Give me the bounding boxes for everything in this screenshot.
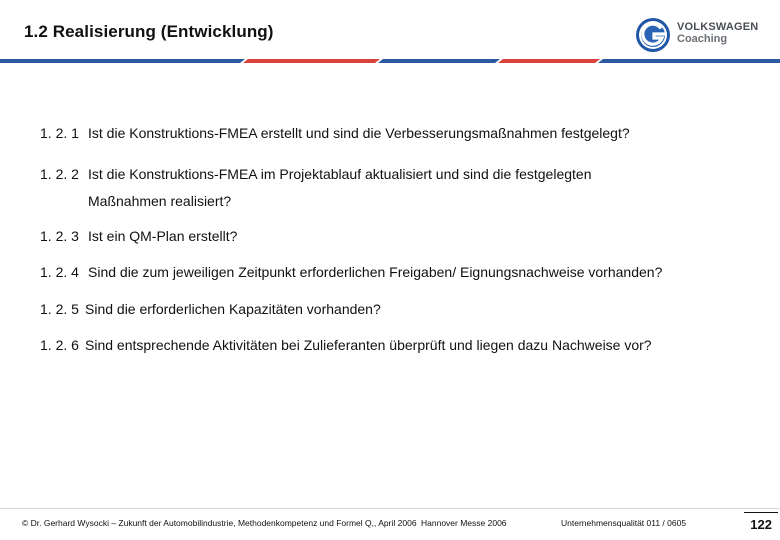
item-text: Sind entsprechende Aktivitäten bei Zulieferanten überprüft und liegen dazu Nachweise vor? bbox=[85, 337, 652, 353]
checklist-item bbox=[40, 337, 652, 353]
page-number-rule bbox=[744, 512, 778, 513]
checklist-item-continuation bbox=[88, 193, 231, 209]
footer-document-id: Unternehmensqualität 011 / 0605 bbox=[561, 518, 687, 528]
checklist-item bbox=[40, 125, 630, 141]
item-number: 1. 2. 6 bbox=[40, 337, 79, 353]
checklist-item bbox=[40, 166, 591, 182]
page-number: 122 bbox=[750, 517, 772, 532]
g-logo-icon bbox=[634, 16, 672, 54]
item-text: Ist die Konstruktions-FMEA im Projektablauf aktualisiert und sind die festgelegten bbox=[88, 166, 592, 182]
header-decorative-line bbox=[0, 58, 780, 64]
item-text: Sind die zum jeweiligen Zeitpunkt erforderlichen Freigaben/ Eignungsnachweise vorhanden? bbox=[88, 264, 663, 280]
volkswagen-coaching-logo bbox=[634, 16, 774, 54]
logo-subtitle: Coaching bbox=[677, 33, 728, 45]
footer-event: Hannover Messe 2006 bbox=[421, 518, 507, 528]
item-number: 1. 2. 1 bbox=[40, 125, 79, 141]
item-number: 1. 2. 2 bbox=[40, 166, 79, 182]
item-number: 1. 2. 4 bbox=[40, 264, 79, 280]
checklist-item bbox=[40, 301, 381, 317]
item-text-continuation: Maßnahmen realisiert? bbox=[88, 193, 232, 209]
footer-divider bbox=[0, 508, 780, 509]
checklist-item bbox=[40, 264, 662, 280]
item-text: Ist ein QM-Plan erstellt? bbox=[88, 228, 238, 244]
checklist-item bbox=[40, 228, 237, 244]
item-text: Sind die erforderlichen Kapazitäten vorhanden? bbox=[85, 301, 381, 317]
item-number: 1. 2. 5 bbox=[40, 301, 79, 317]
item-number: 1. 2. 3 bbox=[40, 228, 79, 244]
page-title: 1.2 Realisierung (Entwicklung) bbox=[24, 22, 274, 41]
logo-brand: VOLKSWAGEN bbox=[677, 21, 759, 33]
item-text: Ist die Konstruktions-FMEA erstellt und sind die Verbesserungsmaßnahmen festgelegt? bbox=[88, 125, 630, 141]
footer-copyright: © Dr. Gerhard Wysocki – Zukunft der Automobilindustrie, Methodenkompetenz und Formel Q,, April 2006 bbox=[22, 518, 417, 528]
